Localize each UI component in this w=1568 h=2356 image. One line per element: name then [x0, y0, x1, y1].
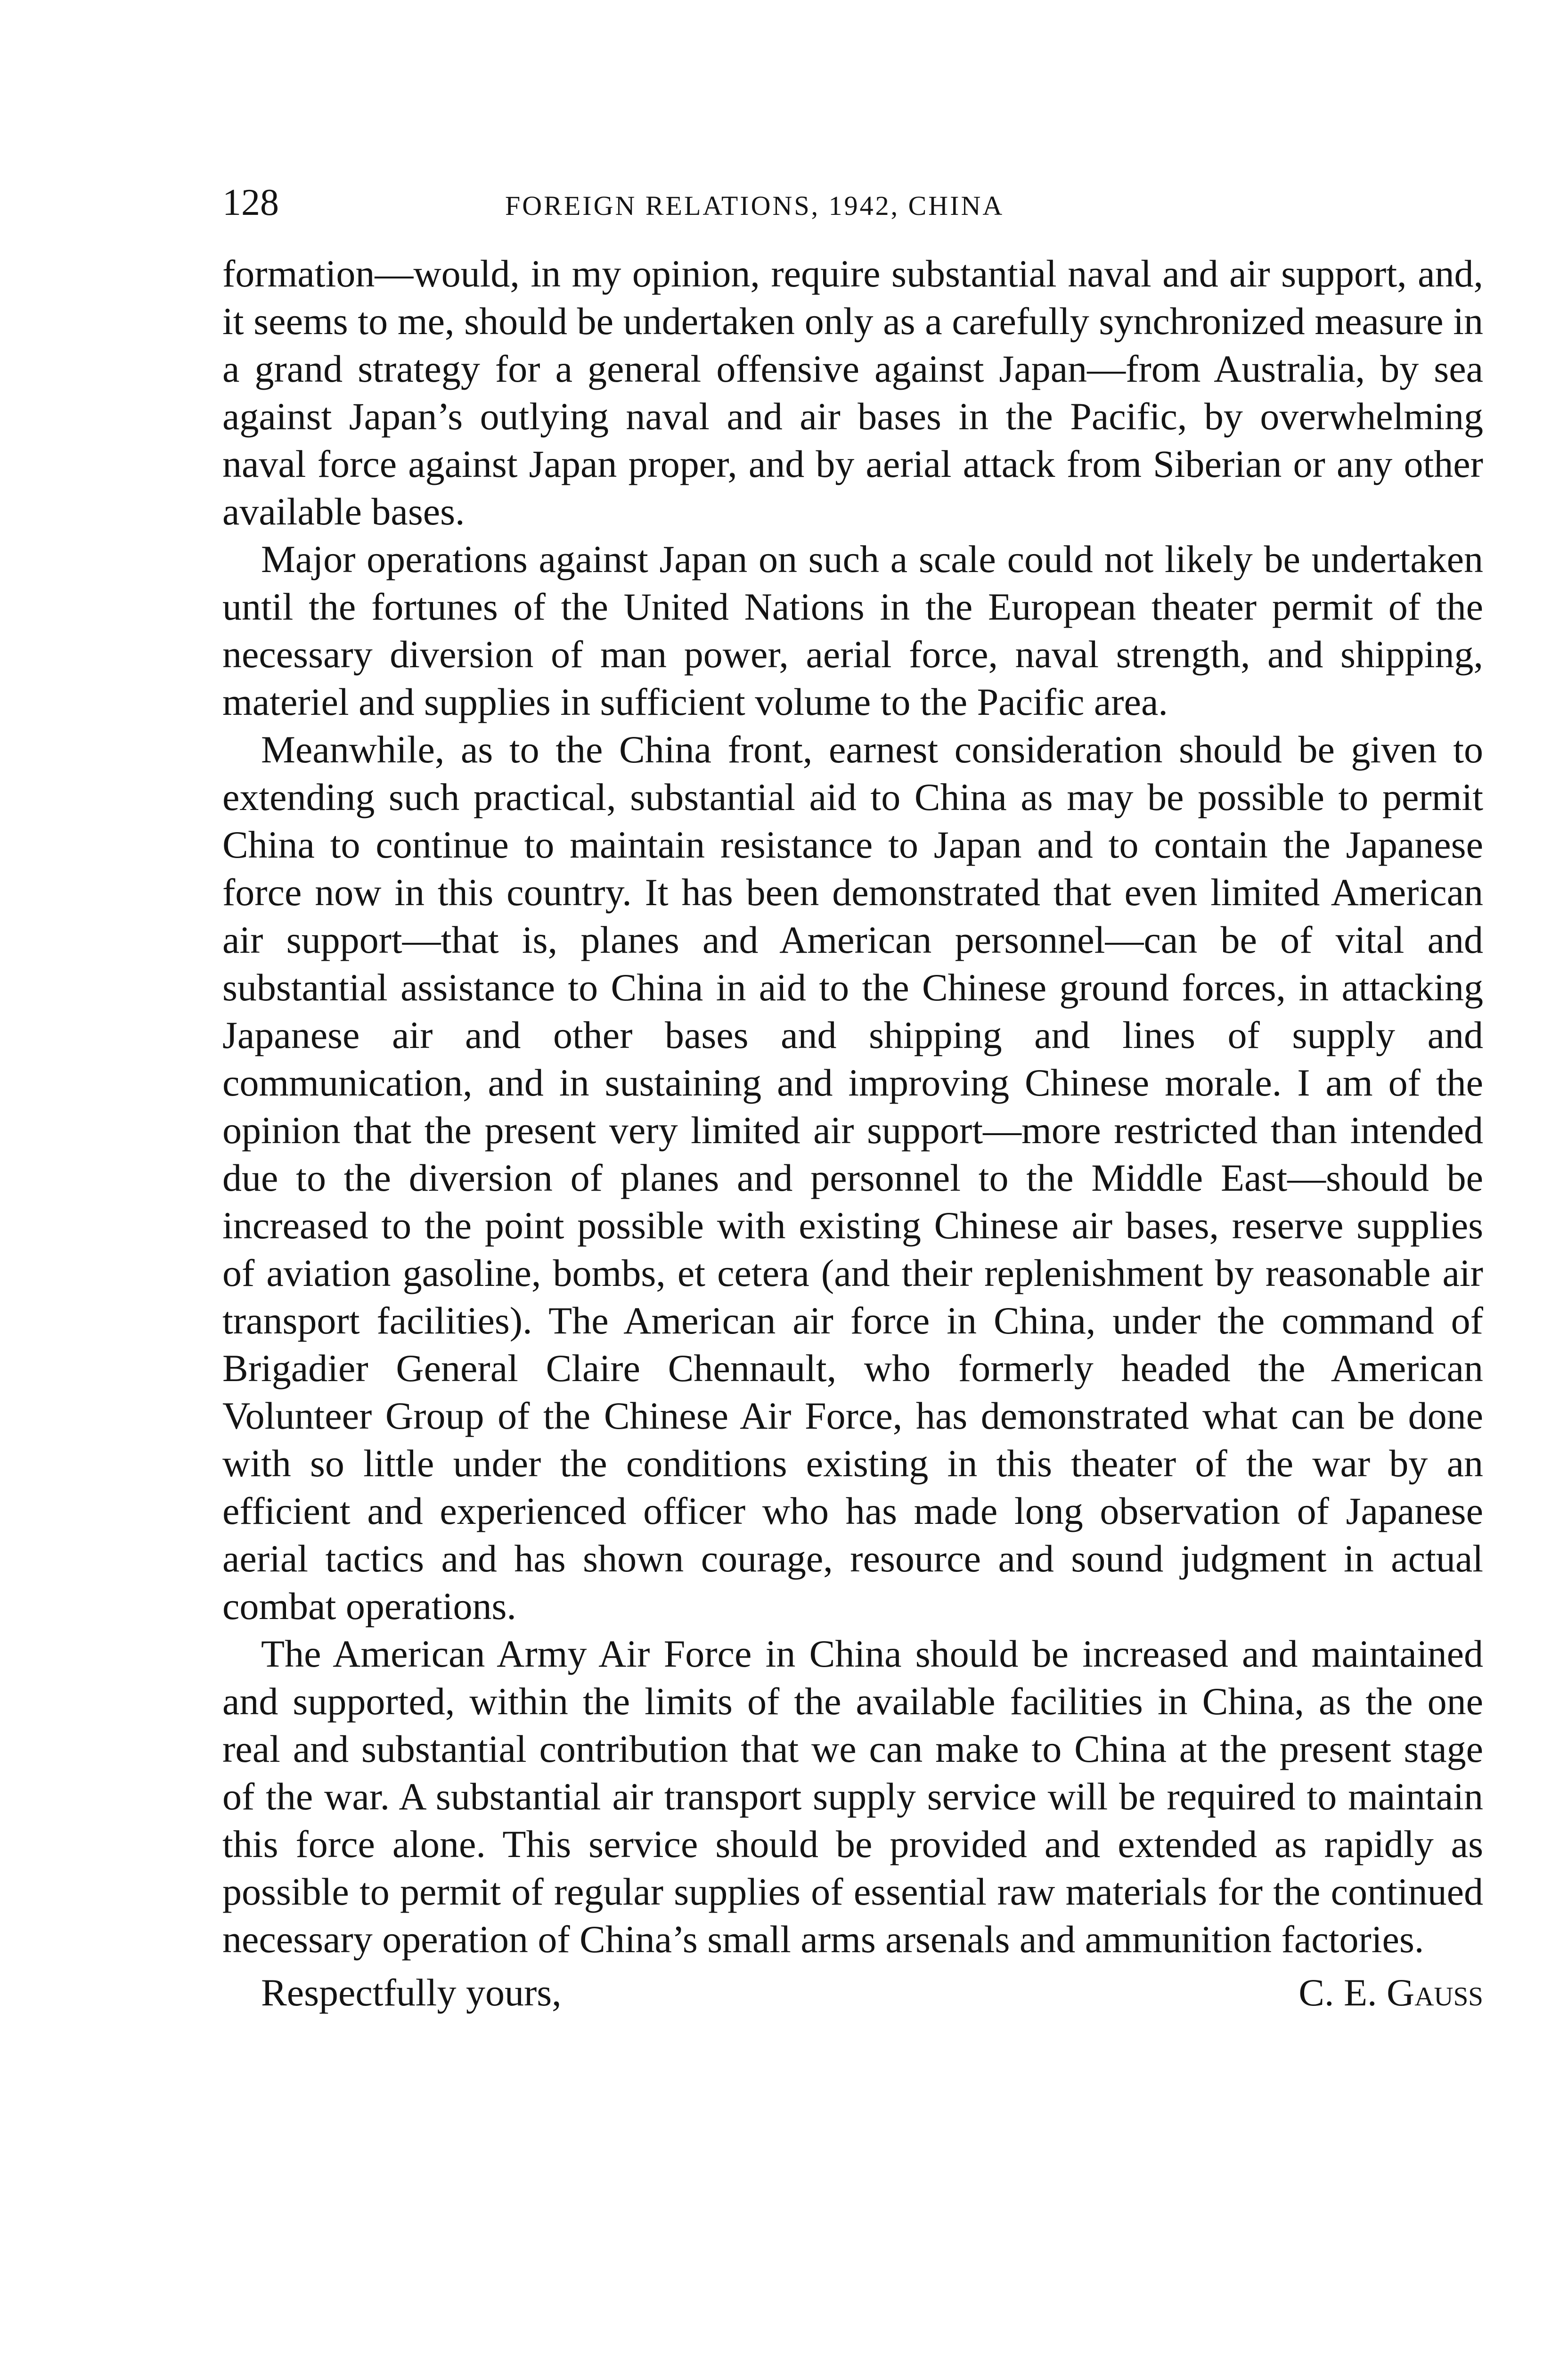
closing-salutation: Respectfully yours,	[261, 1971, 562, 2014]
paragraph: formation—would, in my opinion, require substantial naval and air support, and, it seems to me, should be undertaken only as a carefully synchronized measure in a grand strategy for a general offensive against Japan—from Australia, by sea against Japan’s outlying naval and air bases in the Pacific, by overwhelming naval force against Japan proper, and by aerial attack from Siberian or any other available bases.	[222, 252, 1483, 533]
signature: C. E. Gauss	[1298, 1971, 1483, 2014]
paragraph: The American Army Air Force in China should be increased and maintained and supported, within the limits of the available facilities in China, as the one real and substantial contribution that we can make to China at the present stage of the war. A substantial air transport supply service will be required to maintain this force alone. This service should be provided and extended as rapidly as possible to permit of regular supplies of essential raw materials for the continued necessary operation of China’s small arms arsenals and ammunition factories.	[222, 1632, 1483, 1961]
body-text	[222, 250, 1483, 1963]
paragraph: Meanwhile, as to the China front, earnest consideration should be given to extending such practical, substantial aid to China as may be possible to permit China to continue to maintain resistance to Japan and to contain the Japanese force now in this country. It has been demonstrated that even limited American air support—that is, planes and American personnel—can be of vital and substantial assistance to China in aid to the Chinese ground forces, in attacking Japanese air and other bases and shipping and lines of supply and communication, and in sustaining and improving Chinese morale. I am of the opinion that the present very limited air support—more restricted than intended due to the diversion of planes and personnel to the Middle East—should be increased to the point possible with existing Chinese air bases, reserve supplies of aviation gasoline, bombs, et cetera (and their replenishment by reasonable air transport facilities). The American air force in China, under the command of Brigadier General Claire Chennault, who formerly headed the American Volunteer Group of the Chinese Air Force, has demonstrated what can be done with so little under the conditions existing in this theater of the war by an efficient and experienced officer who has made long observation of Japanese aerial tactics and has shown courage, resource and sound judgment in actual combat operations.	[222, 728, 1483, 1628]
page-header	[222, 179, 1483, 250]
running-head: FOREIGN RELATIONS, 1942, CHINA	[505, 190, 1004, 221]
page-number: 128	[222, 182, 279, 223]
document-page	[222, 179, 1483, 2021]
paragraph: Major operations against Japan on such a scale could not likely be undertaken until the fortunes of the United Nations in the European theater permit of the necessary diversion of man power, aerial force, naval strength, and shipping, materiel and supplies in sufficient volume to the Pacific area.	[222, 538, 1483, 723]
letter-closing	[222, 1969, 1483, 2021]
